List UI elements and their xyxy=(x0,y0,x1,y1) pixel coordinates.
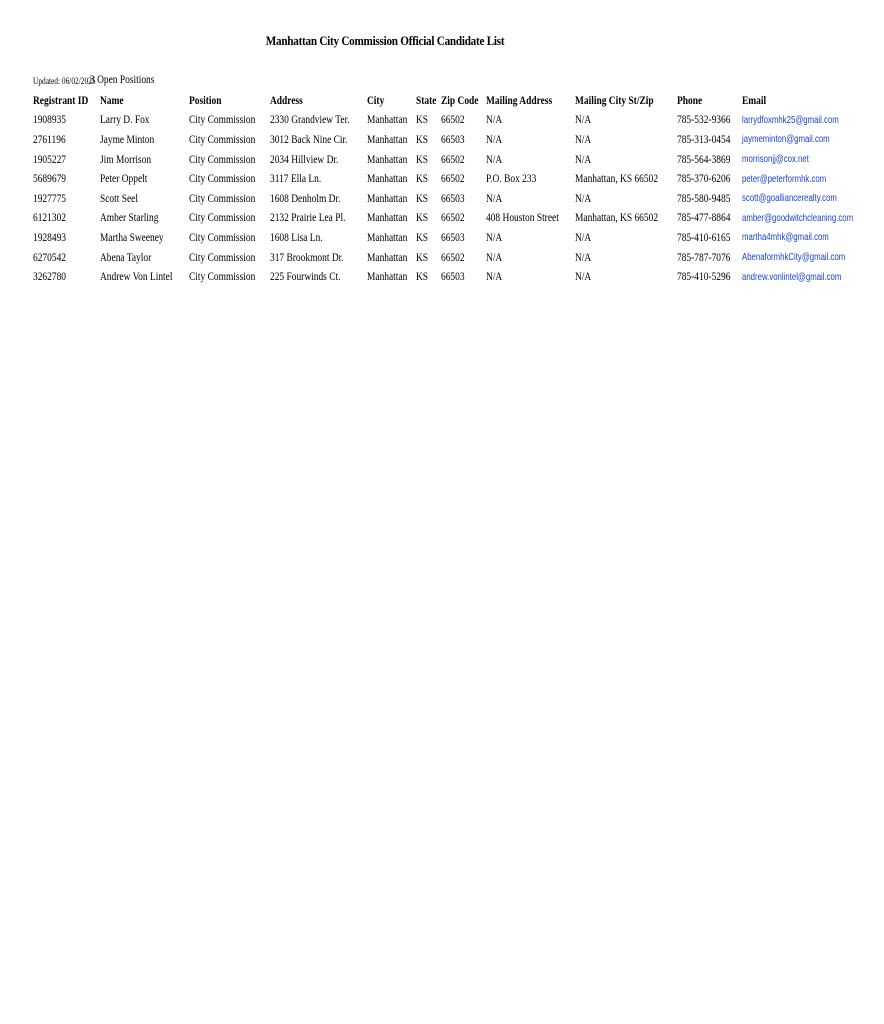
mailing-city: N/A xyxy=(575,231,592,244)
mailing-address: N/A xyxy=(486,251,503,264)
table-row xyxy=(33,150,884,170)
candidate-name: Scott Seel xyxy=(100,192,139,205)
position: City Commission xyxy=(188,231,256,244)
header-email: Email xyxy=(741,94,766,107)
address: 1608 Lisa Ln. xyxy=(269,231,323,244)
position: City Commission xyxy=(188,173,256,186)
state: KS xyxy=(415,212,428,225)
phone: 785-787-7076 xyxy=(676,251,730,264)
city: Manhattan xyxy=(366,173,407,186)
table-row xyxy=(33,130,884,150)
city: Manhattan xyxy=(366,192,407,205)
city: Manhattan xyxy=(366,251,407,264)
city: Manhattan xyxy=(366,133,407,146)
table-row xyxy=(33,209,884,229)
state: KS xyxy=(415,271,428,284)
candidate-name: Martha Sweeney xyxy=(100,231,165,244)
zip-code: 66503 xyxy=(440,231,465,244)
zip-code: 66502 xyxy=(440,251,465,264)
mailing-city: N/A xyxy=(575,153,592,166)
email-link[interactable]: AbenaformhkCity@gmail.com xyxy=(741,252,846,264)
state: KS xyxy=(415,231,428,244)
zip-code: 66502 xyxy=(440,212,465,225)
city: Manhattan xyxy=(366,231,407,244)
header-position: Position xyxy=(188,94,222,107)
position: City Commission xyxy=(188,114,256,127)
state: KS xyxy=(415,192,428,205)
email-link[interactable]: martha4mhk@gmail.com xyxy=(741,232,829,244)
zip-code: 66503 xyxy=(440,133,465,146)
zip-code: 66503 xyxy=(440,271,465,284)
mailing-address: N/A xyxy=(486,271,503,284)
address: 2034 Hillview Dr. xyxy=(269,153,338,166)
header-address: Address xyxy=(269,94,303,107)
position: City Commission xyxy=(188,251,256,264)
registrant-id: 2761196 xyxy=(33,133,66,146)
phone: 785-410-5296 xyxy=(676,271,730,284)
mailing-address: P.O. Box 233 xyxy=(486,173,537,186)
registrant-id: 5689679 xyxy=(33,173,67,186)
header-mailing-city: Mailing City St/Zip xyxy=(575,94,654,107)
position: City Commission xyxy=(188,153,256,166)
registrant-id: 6121302 xyxy=(33,212,67,225)
candidate-table xyxy=(33,91,884,287)
address: 2132 Prairie Lea Pl. xyxy=(269,212,346,225)
mailing-address: N/A xyxy=(486,153,503,166)
candidate-name: Peter Oppelt xyxy=(100,173,148,186)
address: 1608 Denholm Dr. xyxy=(269,192,341,205)
city: Manhattan xyxy=(366,212,407,225)
updated-date: Updated: 06/02/2025 xyxy=(33,76,96,86)
mailing-city: Manhattan, KS 66502 xyxy=(575,212,659,225)
zip-code: 66502 xyxy=(440,114,465,127)
page-title: Manhattan City Commission Official Candidate List xyxy=(265,33,505,48)
table-row xyxy=(33,169,884,189)
table-row xyxy=(33,228,884,248)
state: KS xyxy=(415,173,428,186)
mailing-address: N/A xyxy=(486,231,503,244)
table-row xyxy=(33,189,884,209)
email-link[interactable]: morrisonjj@cox.net xyxy=(741,154,809,166)
table-row xyxy=(33,248,884,268)
email-link[interactable]: larrydfoxmhk25@gmail.com xyxy=(741,114,839,126)
mailing-city: Manhattan, KS 66502 xyxy=(575,173,659,186)
phone: 785-313-0454 xyxy=(676,133,730,146)
email-link[interactable]: scott@goalliancerealty.com xyxy=(741,193,837,205)
state: KS xyxy=(415,133,428,146)
registrant-id: 3262780 xyxy=(33,271,67,284)
header-name: Name xyxy=(100,94,124,107)
phone: 785-410-6165 xyxy=(676,231,730,244)
header-row xyxy=(33,91,884,111)
position: City Commission xyxy=(188,271,256,284)
email-link[interactable]: andrew.vonlintel@gmail.com xyxy=(741,271,842,283)
mailing-city: N/A xyxy=(575,251,592,264)
mailing-city: N/A xyxy=(575,192,592,205)
address: 2330 Grandview Ter. xyxy=(269,114,350,127)
table-row xyxy=(33,111,884,131)
registrant-id: 1928493 xyxy=(33,231,67,244)
header-registrant-id: Registrant ID xyxy=(33,94,89,107)
mailing-address: 408 Houston Street xyxy=(486,212,560,225)
candidate-name: Larry D. Fox xyxy=(100,114,150,127)
email-link[interactable]: jaymeminton@gmail.com xyxy=(741,134,830,146)
phone: 785-564-3869 xyxy=(676,153,730,166)
position: City Commission xyxy=(188,212,256,225)
phone: 785-477-8864 xyxy=(676,212,730,225)
email-link[interactable]: peter@peterformhk.com xyxy=(741,173,826,185)
zip-code: 66503 xyxy=(440,192,465,205)
mailing-city: N/A xyxy=(575,133,592,146)
address: 3012 Back Nine Cir. xyxy=(269,133,348,146)
address: 3117 Ella Ln. xyxy=(269,173,321,186)
registrant-id: 1927775 xyxy=(33,192,67,205)
state: KS xyxy=(415,251,428,264)
phone: 785-532-9366 xyxy=(676,114,730,127)
registrant-id: 1908935 xyxy=(33,114,67,127)
zip-code: 66502 xyxy=(440,173,465,186)
address: 317 Brookmont Dr. xyxy=(269,251,344,264)
phone: 785-370-6206 xyxy=(676,173,730,186)
mailing-address: N/A xyxy=(486,133,503,146)
registrant-id: 1905227 xyxy=(33,153,67,166)
candidate-name: Andrew Von Lintel xyxy=(100,271,173,284)
header-city: City xyxy=(366,94,384,107)
mailing-city: N/A xyxy=(575,114,592,127)
registrant-id: 6270542 xyxy=(33,251,67,264)
state: KS xyxy=(415,114,428,127)
header-state: State xyxy=(415,94,437,107)
candidate-name: Jim Morrison xyxy=(100,153,152,166)
position: City Commission xyxy=(188,192,256,205)
mailing-city: N/A xyxy=(575,271,592,284)
state: KS xyxy=(415,153,428,166)
mailing-address: N/A xyxy=(486,192,503,205)
zip-code: 66502 xyxy=(440,153,465,166)
position: City Commission xyxy=(188,133,256,146)
phone: 785-580-9485 xyxy=(676,192,730,205)
candidate-name: Abena Taylor xyxy=(100,251,152,264)
candidate-name: Amber Starling xyxy=(100,212,159,225)
city: Manhattan xyxy=(366,153,407,166)
city: Manhattan xyxy=(366,114,407,127)
mailing-address: N/A xyxy=(486,114,503,127)
city: Manhattan xyxy=(366,271,407,284)
header-phone: Phone xyxy=(676,94,702,107)
address: 225 Fourwinds Ct. xyxy=(269,271,341,284)
candidate-name: Jayme Minton xyxy=(100,133,155,146)
open-positions-note: 3 Open Positions xyxy=(90,74,155,86)
header-zip-code: Zip Code xyxy=(440,94,479,107)
table-row xyxy=(33,267,884,287)
email-link[interactable]: amber@goodwitchcleaning.com xyxy=(741,212,853,224)
header-mailing-address: Mailing Address xyxy=(486,94,553,107)
